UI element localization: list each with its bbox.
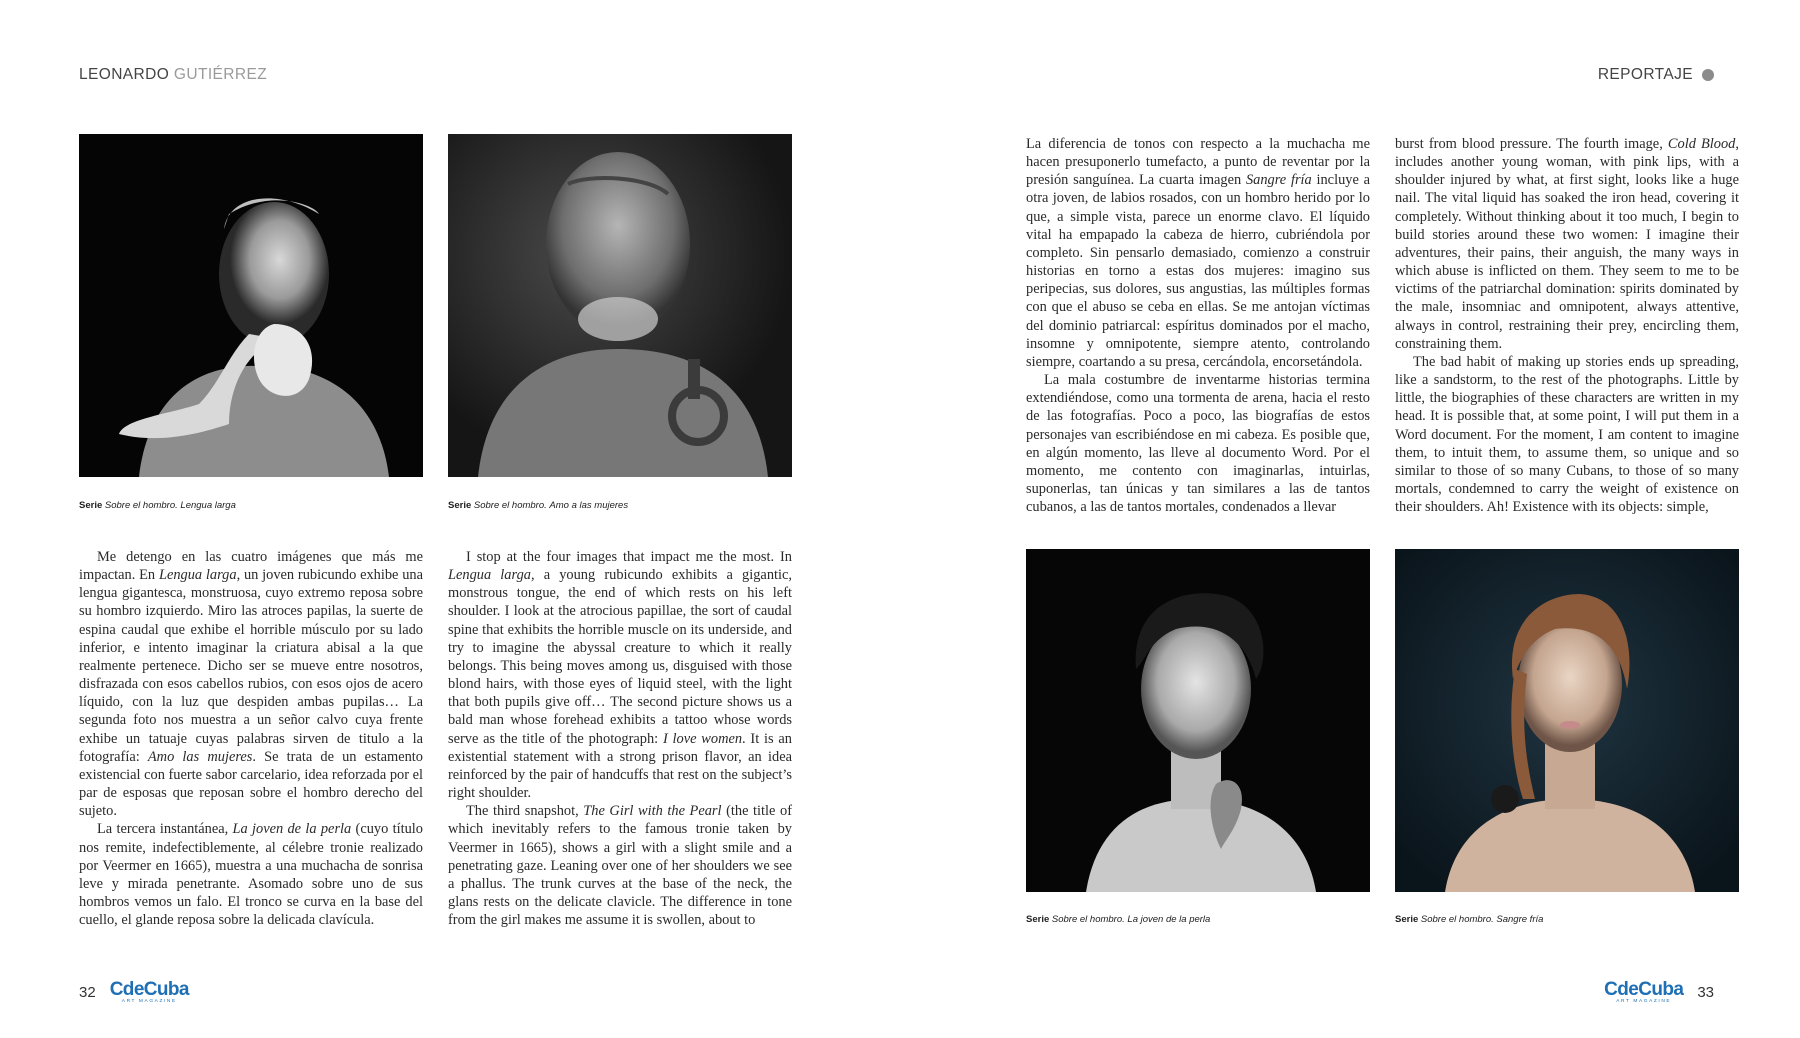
text-column-4 xyxy=(1395,135,1739,516)
paragraph: La tercera instantánea, La joven de la perla (cuyo título nos remite, indefectiblemente, al célebre tronie realizado por Veermer en 1665), muestra a una muchacha de sonrisa leve y mirada penetrante. Asomado sobre uno de sus hombros vemos un falo. El tronco se curva en la base del cuello, el glande reposa sobre la delicada clavícula. xyxy=(79,821,423,929)
caption-series-name: Sobre el hombro. xyxy=(104,500,178,511)
magazine-logo-right xyxy=(1604,980,1683,1005)
caption-title: Amo a las mujeres xyxy=(549,500,629,511)
caption-series-name: Sobre el hombro. xyxy=(473,500,547,511)
caption-series-label: Serie xyxy=(1026,914,1050,925)
paragraph: La diferencia de tonos con respecto a la muchacha me hacen presuponerlo tumefacto, a punto de reventar por la presión sanguínea. La cuarta imagen Sangre fría incluye a otra joven, de labios rosados, con un hombro herido por lo que, a simple vista, parece un enorme clavo. El líquido vital ha empapado la cabeza de hierro, cubriéndola por completo. Sin pensarlo demasiado, comienzo a construir historias en torno a estas dos mujeres: imagino sus peripecias, sus dolores, sus angustias, las múltiples formas con que el abuso se ceba en ellas. Se me antojan víctimas del dominio patriarcal: espíritus dominados por el macho, insomne y omnipotente, siempre atento, controlando siempre, coartando a su presa, cercándola, encorsetándola. xyxy=(1026,136,1370,370)
photo-lengua-larga xyxy=(79,134,423,477)
logo-wordmark: CdeCuba xyxy=(109,979,189,1000)
caption-title: La joven de la perla xyxy=(1127,914,1211,925)
paragraph: The bad habit of making up stories ends up spreading, like a sandstorm, to the rest of the photographs. Little by little, the biographies of these characters are written in my head. It is possible that, at some point, I will put them in a Word document. For the moment, I am content to imagine them, to intuit them, to assume them, so unique and so similar to those of so many Cubans, to those of so many mortals, condemned to carry the weight of existence on their shoulders. Ah! Existence with its objects: simple, xyxy=(1395,353,1739,516)
caption-series-name: Sobre el hombro. xyxy=(1420,914,1494,925)
caption-title: Lengua larga xyxy=(180,500,236,511)
section-label: REPORTAJE xyxy=(1597,66,1693,83)
logo-subtitle: ART MAGAZINE xyxy=(1616,999,1672,1004)
paragraph: burst from blood pressure. The fourth image, Cold Blood, includes another young woman, with pink lips, with a shoulder injured by what, at first sight, looks like a huge nail. The vital liquid has soaked the iron head, covering it completely. Without thinking about it too much, I begin to build stories around these two women: I imagine their adventures, their pains, their anguish, the many ways in which abuse is inflicted on them. They seem to me to be victims of the patriarchal domination: spirits dominated by the male, insomniac and omnipotent, always attentive, always in control, restraining their prey, encircling them, constraining them. xyxy=(1395,136,1739,352)
photo-la-joven-de-la-perla xyxy=(1026,549,1370,892)
caption-title: Sangre fría xyxy=(1496,914,1544,925)
caption-series-label: Serie xyxy=(79,500,103,511)
paragraph: The third snapshot, The Girl with the Pearl (the title of which inevitably refers to the famous tronie taken by Veermer in 1665), shows a girl with a slight smile and a penetrating gaze. Leaning over one of her shoulders we see a phallus. The trunk curves at the base of the neck, the glans rests on the delicate clavicle. The difference in tone from the girl makes me assume it is swollen, about to xyxy=(448,803,792,929)
magazine-logo-left xyxy=(110,980,189,1005)
text-column-3 xyxy=(1026,135,1370,516)
caption-series-label: Serie xyxy=(448,500,472,511)
author-last-name: GUTIÉRREZ xyxy=(173,66,268,83)
folio-right xyxy=(1604,980,1714,1005)
paragraph: I stop at the four images that impact me the most. In Lengua larga, a young rubicundo exhibits a gigantic, monstrous tongue, the end of which rests on his left shoulder. I look at the atrocious papillae, the sort of caudal spine that exhibits the horrible muscle on its underside, and try to imagine the abyssal creature to which it really belongs. This being moves among us, disguised with those blond hairs, with those eyes of liquid steel, with the light that both pupils give off… The second picture shows us a bald man whose forehead exhibits a tattoo whose words serve as the title of the photograph: I love women. It is an existential statement with a strong prison flavor, an idea reinforced by the pair of handcuffs that rest on the subject’s right shoulder. xyxy=(448,549,793,802)
paragraph: Me detengo en las cuatro imágenes que más me impactan. En Lengua larga, un joven rubicundo exhibe una lengua gigantesca, monstruosa, cuyo extremo reposa sobre su hombro izquierdo. Miro las atroces papilas, la suerte de espina caudal que exhibe el horrible músculo por su lado inferior, e intento imaginar la criatura abisal a la que realmente pertenece. Dicho ser se mueve entre nosotros, disfrazada con esos cabellos rubios, con esos ojos de acero líquido, con la luz que despiden ambas pupilas… La segunda foto nos muestra a un señor calvo cuya frente exhibe un tatuaje cuyas palabras sirven de titulo a la fotografía: Amo las mujeres. Se trata de un estamento existencial con fuerte sabor carcelario, idea reforzada por el par de esposas que reposan sobre el hombro derecho del sujeto. xyxy=(79,549,424,820)
photo-amo-a-las-mujeres xyxy=(448,134,792,477)
caption-series-name: Sobre el hombro. xyxy=(1051,914,1125,925)
page-number-right: 33 xyxy=(1697,983,1714,1001)
photo-sangre-fria xyxy=(1395,549,1739,892)
running-head-section xyxy=(1598,66,1714,84)
logo-subtitle: ART MAGAZINE xyxy=(121,999,177,1004)
caption-series-label: Serie xyxy=(1395,914,1419,925)
folio-left xyxy=(79,980,189,1005)
text-column-2 xyxy=(448,548,792,929)
caption-lengua-larga xyxy=(79,500,236,511)
text-column-1 xyxy=(79,548,423,929)
caption-amo-a-las-mujeres xyxy=(448,500,628,511)
logo-wordmark: CdeCuba xyxy=(1604,979,1684,1000)
running-head-author xyxy=(79,66,267,84)
section-dot-icon xyxy=(1702,69,1714,81)
caption-la-joven-de-la-perla xyxy=(1026,914,1210,925)
caption-sangre-fria xyxy=(1395,914,1543,925)
author-first-name: LEONARDO xyxy=(79,66,170,83)
page-number-left: 32 xyxy=(79,983,96,1001)
paragraph: La mala costumbre de inventarme historias termina extendiéndose, como una tormenta de arena, hacia el resto de las fotografías. Poco a poco, las biografías de estos personajes van escribiéndose en mi cabeza. Es posible que, en algún momento, las lleve al documento Word. Por el momento, me contento con imaginarlas, intuirlas, suponerlas, tan únicas y tan similares a las de tantos cubanos, a las de tantos mortales, condenados a llevar xyxy=(1026,372,1370,516)
